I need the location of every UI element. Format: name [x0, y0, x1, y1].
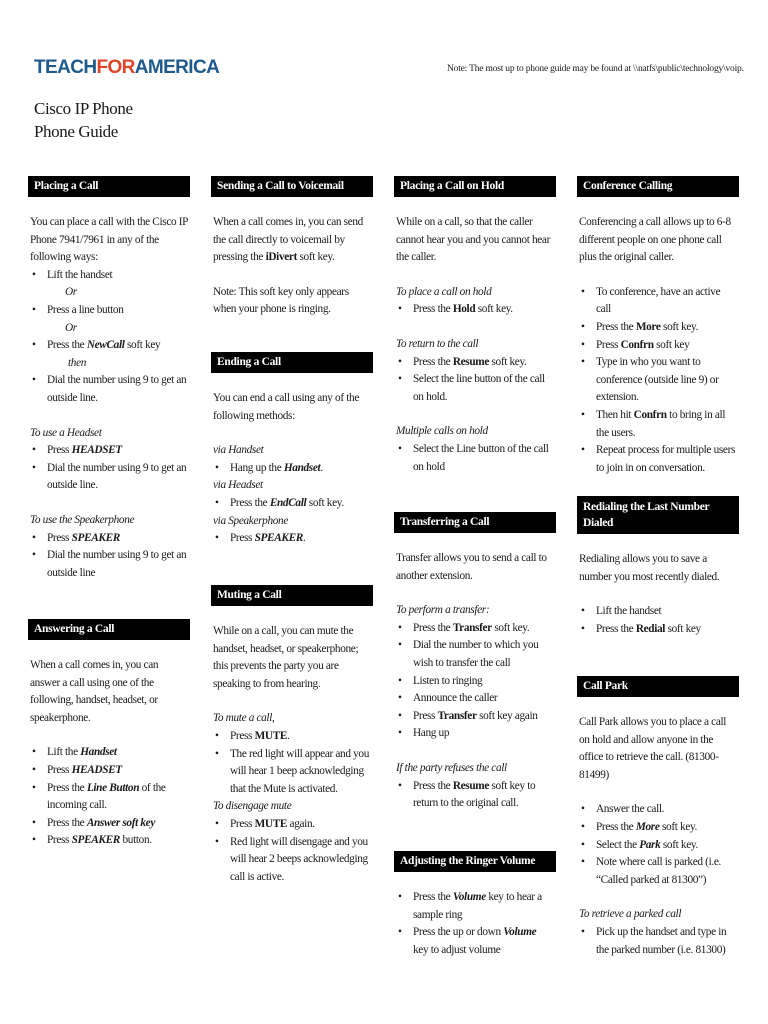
then-separator: then: [68, 356, 87, 369]
text: soft key: [124, 339, 161, 352]
text: Hang up the: [230, 461, 284, 474]
list-item: • Listen to ringing: [396, 673, 554, 691]
redial-section: [579, 496, 737, 638]
list-item: [30, 815, 188, 833]
list-item: • Dial the number using 9 to get an outside line.: [30, 372, 188, 407]
text: Press: [230, 817, 255, 830]
list-item: • Lift the handset: [30, 267, 188, 285]
text: Press the: [230, 496, 270, 509]
conference-section: [579, 176, 737, 477]
text: soft key.: [306, 496, 344, 509]
muting-call-section: [213, 585, 371, 886]
text: Press the up or down: [413, 926, 504, 939]
list-item: [579, 837, 737, 855]
text: Volume: [452, 891, 486, 903]
text: soft key.: [489, 355, 527, 368]
text: Park: [639, 838, 661, 851]
list-item: • Select the line button of the call on hold.: [396, 371, 554, 406]
list-item: • Pick up the handset and type in the parked number (i.e. 81300): [579, 924, 737, 959]
list-item: [30, 744, 188, 762]
hold-section: [396, 176, 554, 476]
refuse-steps: [396, 778, 554, 813]
text: SPEAKER: [254, 532, 303, 545]
text: Press: [596, 338, 621, 351]
list-item: [579, 337, 737, 355]
retrieve-park-label: To retrieve a parked call: [579, 908, 682, 921]
text: soft key.: [659, 820, 698, 833]
text: Then hit: [596, 408, 634, 421]
text: soft key.: [297, 251, 335, 264]
list-item: [579, 407, 737, 442]
list-item: [396, 889, 554, 924]
list-item: [396, 778, 554, 813]
text: again.: [287, 817, 315, 830]
guide-location-note: Note: The most up to phone guide may be found at \\natfs\public\technology\voip.: [447, 64, 744, 74]
text: Handset: [80, 746, 117, 759]
headset-key-label: HEADSET: [71, 444, 122, 457]
answering-call-section: [30, 619, 188, 850]
text: soft key again: [476, 709, 538, 722]
list-item: • Press a line button: [30, 302, 188, 320]
text: Press the: [413, 355, 453, 368]
call-park-heading: Call Park: [577, 676, 739, 697]
placing-call-intro: You can place a call with the Cisco IP Phone 7941/7961 in any of the following ways:: [30, 216, 188, 264]
text: EndCall: [269, 496, 307, 509]
list-item: [579, 819, 737, 837]
text: soft key: [653, 338, 690, 351]
or-separator: Or: [65, 321, 77, 334]
via-handset-label: via Handset: [213, 444, 264, 457]
list-item: • Repeat process for multiple users to join in on conversation.: [579, 442, 737, 477]
list-item: [30, 337, 188, 355]
answering-call-heading: Answering a Call: [28, 619, 190, 640]
text: key to hear a sample ring: [413, 891, 542, 921]
ending-headset-steps: [213, 495, 371, 513]
text: Resume: [452, 779, 489, 792]
list-item: [213, 816, 371, 834]
ending-call-section: [213, 352, 371, 548]
text: Press: [47, 444, 72, 457]
list-item: • Note where call is parked (i.e. “Called parked at 81300”): [579, 854, 737, 889]
placing-call-steps: [30, 267, 188, 408]
text: soft key.: [491, 621, 530, 634]
list-item: • Lift the handset: [579, 603, 737, 621]
list-item: • The red light will appear and you will hear 1 beep acknowledging that the Mute is activated.: [213, 746, 371, 799]
list-item: [213, 495, 371, 513]
transfer-intro: Transfer allows you to send a call to another extension.: [396, 552, 547, 582]
list-item: [30, 780, 188, 815]
mute-steps: [213, 728, 371, 798]
multiple-hold-steps: [396, 441, 554, 476]
muting-call-heading: Muting a Call: [211, 585, 373, 606]
list-item: [213, 530, 371, 548]
ending-call-intro: You can end a call using any of the following methods:: [213, 392, 359, 422]
text: Press: [413, 709, 438, 722]
ringer-steps: [396, 889, 554, 959]
text: HEADSET: [71, 763, 122, 776]
retrieve-steps: [579, 924, 737, 959]
list-item: [30, 762, 188, 780]
answering-call-steps: [30, 744, 188, 850]
list-item: [396, 620, 554, 638]
return-call-label: To return to the call: [396, 337, 479, 350]
conference-heading: Conference Calling: [577, 176, 739, 197]
voicemail-note: Note: This soft key only appears when your phone is ringing.: [213, 285, 349, 316]
voicemail-text: [213, 214, 371, 267]
list-item: • Select the Line button of the call on hold: [396, 441, 554, 476]
text: Transfer: [437, 709, 477, 722]
list-item: • Announce the caller: [396, 690, 554, 708]
text: More: [635, 820, 660, 833]
ringer-heading: Adjusting the Ringer Volume: [394, 851, 556, 872]
text: SPEAKER: [71, 834, 120, 847]
headset-steps: [30, 442, 188, 495]
text: Press the: [596, 622, 636, 635]
page-title: [34, 97, 133, 143]
text: Press the: [596, 820, 636, 833]
column-1: [30, 176, 188, 582]
text: Press: [47, 834, 72, 847]
voicemail-heading: Sending a Call to Voicemail: [211, 176, 373, 197]
text: Hold: [452, 303, 476, 316]
text: Press the: [47, 781, 87, 794]
redial-steps: [579, 603, 737, 638]
text: Confrn: [620, 338, 654, 351]
text: Answer soft key: [86, 816, 155, 829]
text: soft key: [665, 622, 701, 635]
via-speaker-label: via Speakerphone: [213, 514, 289, 527]
text: Press: [230, 729, 255, 742]
teach-for-america-logo: [34, 57, 219, 79]
ending-speaker-steps: [213, 530, 371, 548]
list-item: [396, 301, 554, 319]
speaker-steps: [30, 530, 188, 583]
answering-call-intro: When a call comes in, you can answer a call using one of the following, handset, headset, or speakerphone.: [30, 659, 159, 724]
text: Transfer: [452, 621, 492, 634]
list-item: • Red light will disengage and you will hear 2 beeps acknowledging call is active.: [213, 834, 371, 887]
text: .: [320, 461, 323, 474]
list-item: • Dial the number using 9 to get an outside line: [30, 547, 188, 582]
place-hold-label: To place a call on hold: [396, 285, 492, 298]
to-mute-label: To mute a call,: [213, 712, 275, 725]
return-steps: [396, 354, 554, 407]
text: Lift the: [47, 746, 81, 759]
text: Press: [230, 532, 255, 545]
hold-heading: Placing a Call on Hold: [394, 176, 556, 197]
list-item: • To conference, have an active call: [579, 284, 737, 319]
text: Line Button: [86, 781, 140, 794]
hold-intro: While on a call, so that the caller cannot hear you and you cannot hear the caller.: [396, 216, 550, 264]
list-item: [579, 621, 737, 639]
list-item: [213, 460, 371, 478]
ringer-section: [396, 851, 554, 959]
text: .: [287, 729, 290, 742]
text: .: [303, 532, 306, 545]
text: to bring in all the users.: [596, 408, 726, 439]
list-item: • Dial the number using 9 to get an outside line.: [30, 460, 188, 495]
transfer-section: [396, 512, 554, 813]
newcall-key-label: NewCall: [86, 339, 125, 352]
text: Press: [47, 531, 72, 544]
call-park-intro: Call Park allows you to place a call on hold and allow anyone in the office to retrieve the call. (81300-81499): [579, 716, 727, 781]
placing-call-heading: Placing a Call: [28, 176, 190, 197]
text: of the incoming call.: [47, 781, 166, 812]
muting-call-intro: While on a call, you can mute the handset, headset, or speakerphone; this prevents the party you are speaking to from hearing.: [213, 625, 359, 690]
text: soft key to return to the original call.: [413, 779, 536, 810]
or-separator: Or: [65, 286, 77, 299]
ending-handset-steps: [213, 460, 371, 478]
list-item: [213, 728, 371, 746]
text: Press the: [413, 779, 453, 792]
redial-intro: Redialing allows you to save a number you most recently dialed.: [579, 553, 720, 583]
list-item: • Hang up: [396, 725, 554, 743]
text: Press the: [47, 816, 87, 829]
text: MUTE: [254, 817, 288, 830]
text: soft key.: [660, 838, 698, 851]
call-park-section: [579, 676, 737, 959]
text: Press the: [47, 339, 87, 352]
multiple-hold-label: Multiple calls on hold: [396, 425, 488, 438]
text: soft key.: [660, 320, 699, 333]
list-item: [30, 530, 188, 548]
text: Resume: [452, 355, 489, 368]
text: Handset: [283, 461, 321, 474]
list-item: • Type in who you want to conference (outside line 9) or extension.: [579, 354, 737, 407]
title-line-1: Cisco IP Phone: [34, 99, 133, 118]
list-item: [396, 708, 554, 726]
text: Press the: [413, 621, 453, 634]
ending-call-heading: Ending a Call: [211, 352, 373, 373]
text: Volume: [503, 926, 537, 939]
idivert-key-label: iDivert: [265, 251, 297, 264]
hold-steps: [396, 301, 554, 319]
conference-intro: Conferencing a call allows up to 6-8 different people on one phone call plus the original caller.: [579, 216, 731, 264]
text: More: [635, 320, 661, 333]
text: Press: [47, 763, 72, 776]
disengage-steps: [213, 816, 371, 886]
text: MUTE: [254, 729, 288, 742]
list-item: [30, 832, 188, 850]
title-line-2: Phone Guide: [34, 122, 118, 141]
via-headset-label: via Headset: [213, 479, 263, 492]
conference-steps: [579, 284, 737, 478]
transfer-heading: Transferring a Call: [394, 512, 556, 533]
text: When a call comes in, you can send the call directly to voicemail by pressing the: [213, 216, 363, 264]
list-item: • Answer the call.: [579, 801, 737, 819]
text: soft key.: [475, 303, 513, 316]
to-disengage-label: To disengage mute: [213, 800, 292, 813]
text: key to adjust volume: [413, 943, 501, 956]
list-item: [396, 354, 554, 372]
text: Press the: [596, 320, 636, 333]
text: Redial: [635, 622, 666, 635]
text: button.: [120, 834, 152, 847]
logo-part-america: AMERICA: [134, 57, 220, 78]
refuse-call-label: If the party refuses the call: [396, 761, 507, 774]
speaker-key-label: SPEAKER: [71, 531, 120, 544]
voicemail-section: [213, 176, 371, 319]
text: Press the: [413, 891, 453, 903]
list-item: [396, 924, 554, 959]
headset-subtitle: To use a Headset: [30, 426, 102, 439]
speaker-subtitle: To use the Speakerphone: [30, 513, 135, 526]
logo-part-teach: TEACH: [34, 57, 97, 78]
list-item: [30, 442, 188, 460]
redial-heading: Redialing the Last Number Dialed: [577, 496, 739, 534]
text: Select the: [596, 838, 640, 851]
text: Press the: [413, 303, 453, 316]
call-park-steps: [579, 801, 737, 889]
text: Confrn: [633, 408, 667, 421]
list-item: [579, 319, 737, 337]
logo-part-for: FOR: [96, 57, 135, 78]
transfer-steps: [396, 620, 554, 743]
list-item: • Dial the number to which you wish to transfer the call: [396, 637, 554, 672]
perform-transfer-label: To perform a transfer:: [396, 604, 490, 617]
